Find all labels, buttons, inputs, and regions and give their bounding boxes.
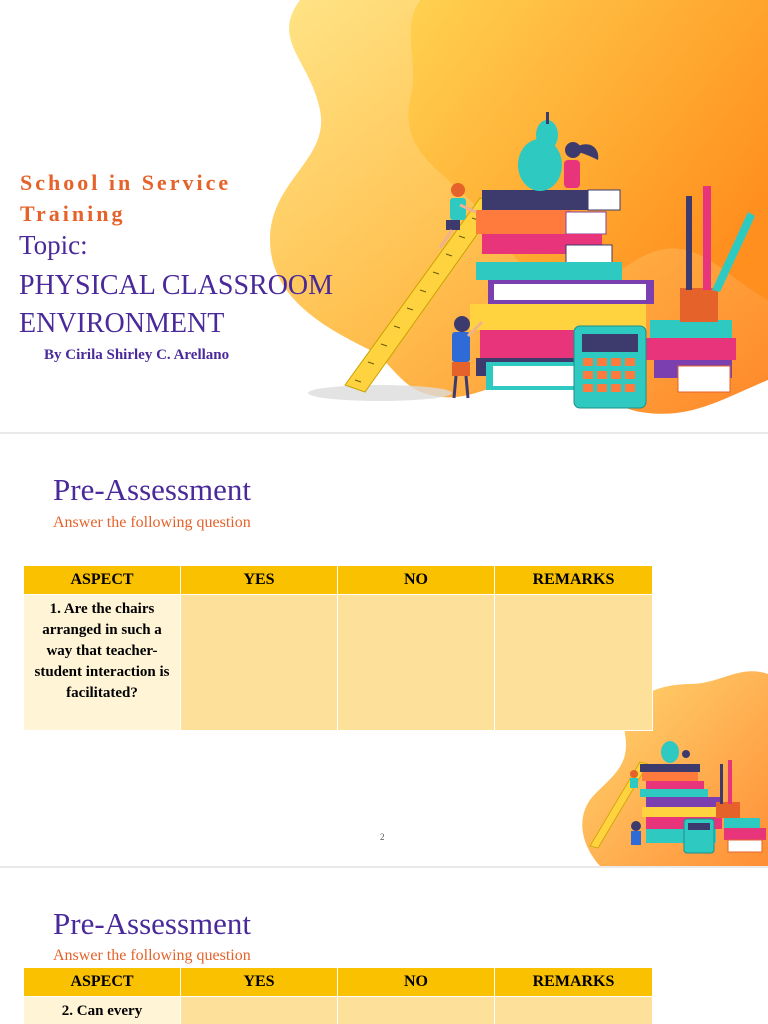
training-kicker: School in Service Training bbox=[20, 170, 232, 226]
pre-assessment-slide-1 bbox=[0, 434, 768, 866]
boy-standing-figure bbox=[452, 316, 482, 398]
aspect-question: 1. Are the chairs arranged in such a way that teacher- student interaction is facilitated? bbox=[24, 595, 181, 731]
slide-title: Pre-Assessment bbox=[53, 472, 252, 507]
assessment-table bbox=[23, 565, 653, 731]
side-books bbox=[646, 320, 736, 392]
page-number: 2 bbox=[380, 832, 385, 842]
aspect-question: 2. Can every bbox=[24, 997, 181, 1024]
table-header-row bbox=[24, 968, 653, 997]
header-remarks: REMARKS bbox=[495, 566, 653, 595]
header-no: NO bbox=[338, 968, 495, 997]
header-yes: YES bbox=[181, 566, 338, 595]
header-yes: YES bbox=[181, 968, 338, 997]
pencil-cup-icon bbox=[680, 186, 755, 322]
author-byline: By Cirila Shirley C. Arellano bbox=[44, 347, 230, 363]
table-row bbox=[24, 997, 653, 1024]
calculator-icon bbox=[574, 326, 646, 408]
slide-title: Pre-Assessment bbox=[53, 906, 252, 941]
header-aspect: ASPECT bbox=[24, 968, 181, 997]
topic-title-line-1: PHYSICAL CLASSROOM bbox=[19, 270, 334, 301]
table-header-row bbox=[24, 566, 653, 595]
pear-icon bbox=[518, 112, 562, 191]
header-no: NO bbox=[338, 566, 495, 595]
header-remarks: REMARKS bbox=[495, 968, 653, 997]
slide-subtitle: Answer the following question bbox=[53, 514, 251, 531]
yes-cell[interactable] bbox=[181, 997, 338, 1024]
no-cell[interactable] bbox=[338, 595, 495, 731]
topic-label: Topic: bbox=[19, 230, 88, 260]
remarks-cell[interactable] bbox=[495, 997, 653, 1024]
slide-subtitle: Answer the following question bbox=[53, 947, 251, 964]
assessment-table bbox=[23, 967, 653, 1024]
topic-title bbox=[19, 267, 399, 343]
topic-title-line-2: ENVIRONMENT bbox=[19, 308, 225, 339]
girl-figure bbox=[564, 142, 598, 188]
no-cell[interactable] bbox=[338, 997, 495, 1024]
table-row bbox=[24, 595, 653, 731]
yes-cell[interactable] bbox=[181, 595, 338, 731]
header-aspect: ASPECT bbox=[24, 566, 181, 595]
pre-assessment-slide-2 bbox=[0, 868, 768, 1024]
remarks-cell[interactable] bbox=[495, 595, 653, 731]
title-slide bbox=[0, 0, 768, 432]
